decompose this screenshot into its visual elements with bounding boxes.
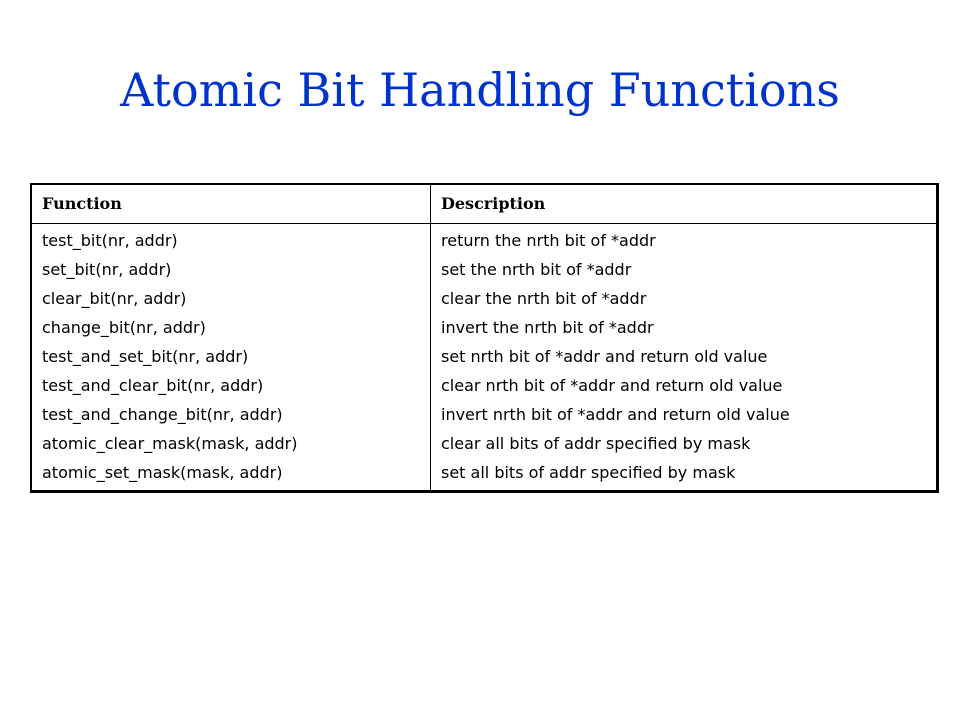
header-description: Description xyxy=(431,185,937,224)
function-description: invert the nrth bit of *addr xyxy=(441,318,654,337)
function-name: test_bit(nr, addr) xyxy=(42,231,178,250)
function-description: return the nrth bit of *addr xyxy=(441,231,656,250)
function-description: clear the nrth bit of *addr xyxy=(441,289,647,308)
slide-title: Atomic Bit Handling Functions xyxy=(120,63,840,117)
function-name: test_and_set_bit(nr, addr) xyxy=(42,347,249,366)
function-name: clear_bit(nr, addr) xyxy=(42,289,187,308)
function-column xyxy=(32,224,431,491)
header-function: Function xyxy=(32,185,431,224)
function-description: invert nrth bit of *addr and return old value xyxy=(441,405,790,424)
description-column xyxy=(431,224,937,491)
function-description: set nrth bit of *addr and return old value xyxy=(441,347,768,366)
table-body-row xyxy=(32,224,936,491)
function-name: change_bit(nr, addr) xyxy=(42,318,206,337)
table-header-row xyxy=(32,185,936,224)
function-description: set all bits of addr specified by mask xyxy=(441,463,736,482)
function-description: clear nrth bit of *addr and return old value xyxy=(441,376,783,395)
function-description: clear all bits of addr specified by mask xyxy=(441,434,751,453)
function-description: set the nrth bit of *addr xyxy=(441,260,632,279)
function-name: test_and_change_bit(nr, addr) xyxy=(42,405,283,424)
function-name: test_and_clear_bit(nr, addr) xyxy=(42,376,264,395)
function-name: set_bit(nr, addr) xyxy=(42,260,172,279)
function-name: atomic_set_mask(mask, addr) xyxy=(42,463,283,482)
function-name: atomic_clear_mask(mask, addr) xyxy=(42,434,298,453)
function-table xyxy=(30,183,939,493)
function-table-grid xyxy=(32,185,936,490)
